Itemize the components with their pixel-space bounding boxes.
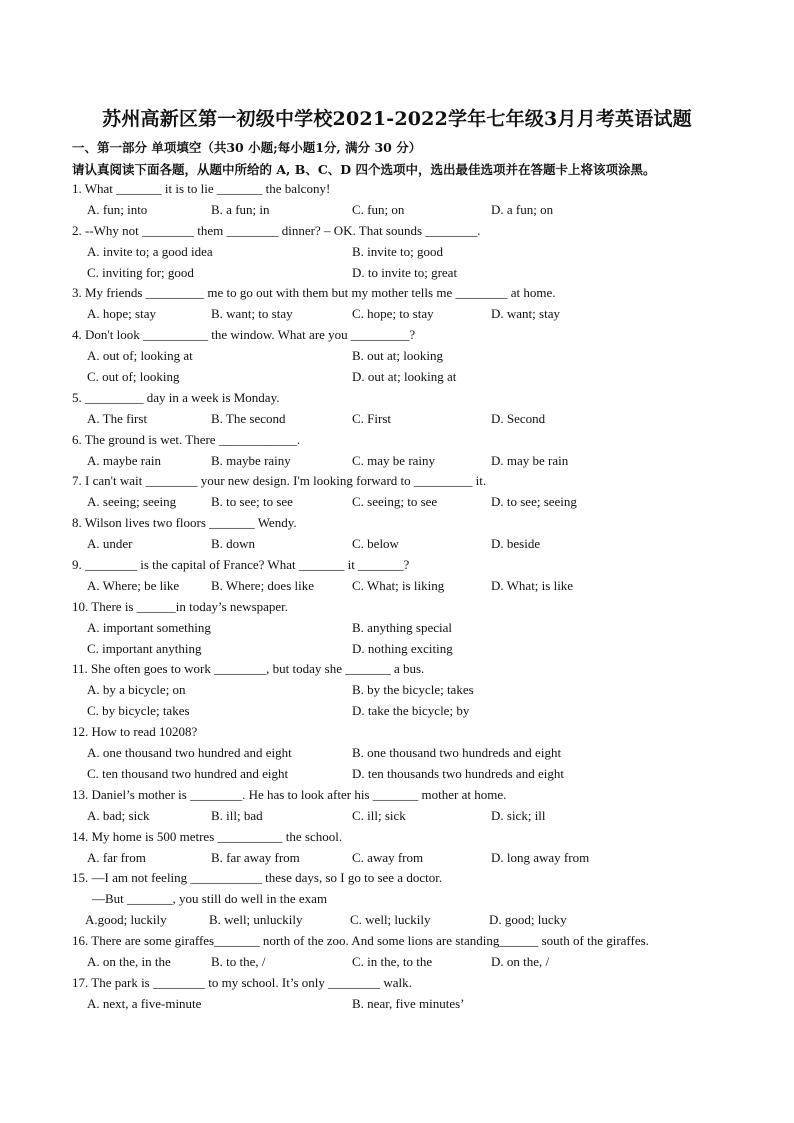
question-item: [72, 513, 762, 555]
question-item: [72, 388, 762, 430]
answer-option-a[interactable]: A. on the, in the: [87, 953, 171, 969]
answer-option-c[interactable]: C. in the, to the: [352, 953, 433, 969]
answer-option-b[interactable]: B. to see; to see: [211, 494, 293, 510]
answer-option-d[interactable]: D. may be rain: [491, 452, 569, 468]
option-row: [72, 764, 762, 785]
question-stem: 2. --Why not ________ them ________ dinner? – OK. That sounds ________.: [72, 222, 481, 238]
answer-option-b[interactable]: B. near, five minutes’: [352, 995, 465, 1011]
answer-option-c[interactable]: C. well; luckily: [350, 912, 431, 928]
question-item: [72, 785, 762, 827]
option-row: [72, 994, 762, 1015]
question-stem: 1. What _______ it is to lie _______ the balcony!: [72, 181, 331, 196]
answer-option-a[interactable]: C. out of; looking: [87, 369, 180, 385]
answer-option-a[interactable]: A. maybe rain: [87, 452, 162, 468]
answer-option-b[interactable]: B. one thousand two hundreds and eight: [352, 745, 562, 761]
question-item: [72, 827, 762, 869]
answer-option-b[interactable]: B. far away from: [211, 849, 300, 865]
option-row: [72, 639, 762, 660]
question-item: [72, 471, 762, 513]
question-stem: 17. The park is ________ to my school. It’s only ________ walk.: [72, 974, 412, 990]
answer-option-a[interactable]: A. by a bicycle; on: [87, 682, 186, 698]
question-item: [72, 722, 762, 785]
answer-option-c[interactable]: C. What; is liking: [352, 577, 445, 593]
answer-option-a[interactable]: A.good; luckily: [85, 912, 167, 928]
option-row: [72, 806, 762, 827]
option-row: [72, 492, 762, 513]
option-row: [72, 409, 762, 430]
option-row: [72, 263, 762, 284]
answer-option-a[interactable]: A. next, a five-minute: [87, 995, 202, 1011]
option-row: [72, 910, 762, 931]
option-row: [72, 952, 762, 973]
option-row: [72, 304, 762, 325]
answer-option-b[interactable]: B. want; to stay: [211, 306, 293, 322]
answer-option-a[interactable]: C. inviting for; good: [87, 264, 194, 280]
question-stem: 14. My home is 500 metres __________ the school.: [72, 828, 343, 844]
answer-option-a[interactable]: A. important something: [87, 619, 211, 635]
question-stem: 13. Daniel’s mother is ________. He has to look after his _______ mother at home.: [72, 786, 507, 802]
question-item: [72, 179, 762, 221]
answer-option-b[interactable]: B. a fun; in: [211, 201, 270, 217]
question-stem: 5. _________ day in a week is Monday.: [72, 389, 280, 405]
question-stem: 4. Don't look __________ the window. What are you _________?: [72, 327, 416, 343]
option-row: [72, 680, 762, 701]
option-row: [72, 451, 762, 472]
answer-option-a[interactable]: A. fun; into: [87, 201, 148, 217]
question-stem: 3. My friends _________ me to go out with them but my mother tells me ________ at home.: [72, 285, 556, 301]
question-item: [72, 659, 762, 722]
answer-option-d[interactable]: D. Second: [491, 410, 546, 426]
question-stem: 6. The ground is wet. There ____________.: [72, 431, 301, 447]
option-row: [72, 848, 762, 869]
answer-option-a[interactable]: A. under: [87, 536, 133, 552]
question-item: [72, 430, 762, 472]
answer-option-b[interactable]: D. to invite to; great: [352, 264, 458, 280]
answer-option-d[interactable]: D. long away from: [491, 849, 590, 865]
question-stem: 9. ________ is the capital of France? What _______ it _______?: [72, 557, 410, 573]
option-row: [72, 367, 762, 388]
answer-option-b[interactable]: B. down: [211, 536, 256, 552]
question-item: [72, 325, 762, 388]
question-stem: 12. How to read 10208?: [72, 724, 198, 740]
instructions: 请认真阅读下面各题，从题中所给的 A, B、C、D 四个选项中，选出最佳选项并在答题卡上将该项涂黑。: [72, 162, 656, 177]
answer-option-d[interactable]: D. sick; ill: [491, 807, 546, 823]
answer-option-c[interactable]: C. below: [352, 536, 399, 552]
question-item: [72, 931, 762, 973]
question-item: [72, 973, 762, 1015]
answer-option-a[interactable]: C. important anything: [87, 640, 202, 656]
question-item: [72, 555, 762, 597]
answer-option-c[interactable]: C. away from: [352, 849, 424, 865]
answer-option-b[interactable]: B. by the bicycle; takes: [352, 682, 474, 698]
answer-option-c[interactable]: C. First: [352, 410, 392, 426]
answer-option-d[interactable]: D. good; lucky: [489, 912, 567, 928]
answer-option-b[interactable]: B. out at; looking: [352, 348, 443, 364]
option-row: [72, 346, 762, 367]
answer-option-b[interactable]: B. invite to; good: [352, 243, 443, 259]
question-stem: 11. She often goes to work ________, but today she _______ a bus.: [72, 661, 425, 677]
question-item: [72, 868, 762, 931]
answer-option-c[interactable]: C. may be rainy: [352, 452, 436, 468]
answer-option-d[interactable]: D. to see; seeing: [491, 494, 577, 510]
answer-option-a[interactable]: A. far from: [87, 849, 146, 865]
question-stem-continued: —But _______, you still do well in the exam: [92, 891, 328, 907]
answer-option-b[interactable]: D. take the bicycle; by: [352, 703, 470, 719]
answer-option-a[interactable]: C. by bicycle; takes: [87, 703, 190, 719]
question-stem: 16. There are some giraffes_______ north of the zoo. And some lions are standing______ south of the giraffes.: [72, 933, 649, 949]
answer-option-a[interactable]: A. The first: [87, 410, 148, 426]
answer-option-a[interactable]: A. Where; be like: [87, 577, 180, 593]
question-stem: 8. Wilson lives two floors _______ Wendy.: [72, 515, 297, 531]
answer-option-d[interactable]: D. a fun; on: [491, 201, 554, 217]
question-item: [72, 221, 762, 284]
answer-option-a[interactable]: C. ten thousand two hundred and eight: [87, 765, 289, 781]
option-row: [72, 576, 762, 597]
answer-option-b[interactable]: D. ten thousands two hundreds and eight: [352, 765, 564, 781]
answer-option-b[interactable]: B. The second: [211, 410, 286, 426]
answer-option-a[interactable]: A. hope; stay: [87, 306, 156, 322]
answer-option-b[interactable]: D. nothing exciting: [352, 640, 453, 656]
answer-option-a[interactable]: A. invite to; a good idea: [87, 243, 213, 259]
option-row: [72, 743, 762, 764]
question-stem: 7. I can't wait ________ your new design. I'm looking forward to _________ it.: [72, 473, 487, 489]
answer-option-a[interactable]: A. out of; looking at: [87, 348, 193, 364]
question-item: [72, 597, 762, 660]
answer-option-c[interactable]: C. hope; to stay: [352, 306, 434, 322]
answer-option-d[interactable]: D. want; stay: [491, 306, 560, 322]
answer-option-c[interactable]: C. fun; on: [352, 201, 405, 217]
answer-option-d[interactable]: D. beside: [491, 536, 541, 552]
option-row: [72, 534, 762, 555]
option-row: [72, 701, 762, 722]
section-heading: 一、第一部分 单项填空（共30 小题;每小题1分, 满分 30 分）: [72, 140, 422, 155]
question-item: [72, 283, 762, 325]
answer-option-d[interactable]: D. on the, /: [491, 953, 550, 969]
question-list: [72, 179, 762, 1015]
question-stem: 15. —I am not feeling ___________ these days, so I go to see a doctor.: [72, 870, 443, 886]
answer-option-c[interactable]: C. seeing; to see: [352, 494, 438, 510]
option-row: [72, 618, 762, 639]
answer-option-a[interactable]: A. bad; sick: [87, 807, 150, 823]
answer-option-a[interactable]: A. one thousand two hundred and eight: [87, 745, 292, 761]
exam-title: 苏州高新区第一初级中学校2021-2022学年七年级3月月考英语试题: [102, 108, 692, 130]
answer-option-b[interactable]: B. ill; bad: [211, 807, 263, 823]
option-row: [72, 200, 762, 221]
answer-option-c[interactable]: C. ill; sick: [352, 807, 406, 823]
answer-option-b[interactable]: B. anything special: [352, 619, 453, 635]
question-stem: 10. There is ______in today’s newspaper.: [72, 598, 289, 614]
option-row: [72, 242, 762, 263]
answer-option-a[interactable]: A. seeing; seeing: [87, 494, 177, 510]
answer-option-d[interactable]: D. What; is like: [491, 577, 574, 593]
answer-option-b[interactable]: B. Where; does like: [211, 577, 315, 593]
answer-option-b[interactable]: B. well; unluckily: [209, 912, 303, 928]
answer-option-b[interactable]: B. to the, /: [211, 953, 266, 969]
answer-option-b[interactable]: D. out at; looking at: [352, 369, 457, 385]
answer-option-b[interactable]: B. maybe rainy: [211, 452, 291, 468]
